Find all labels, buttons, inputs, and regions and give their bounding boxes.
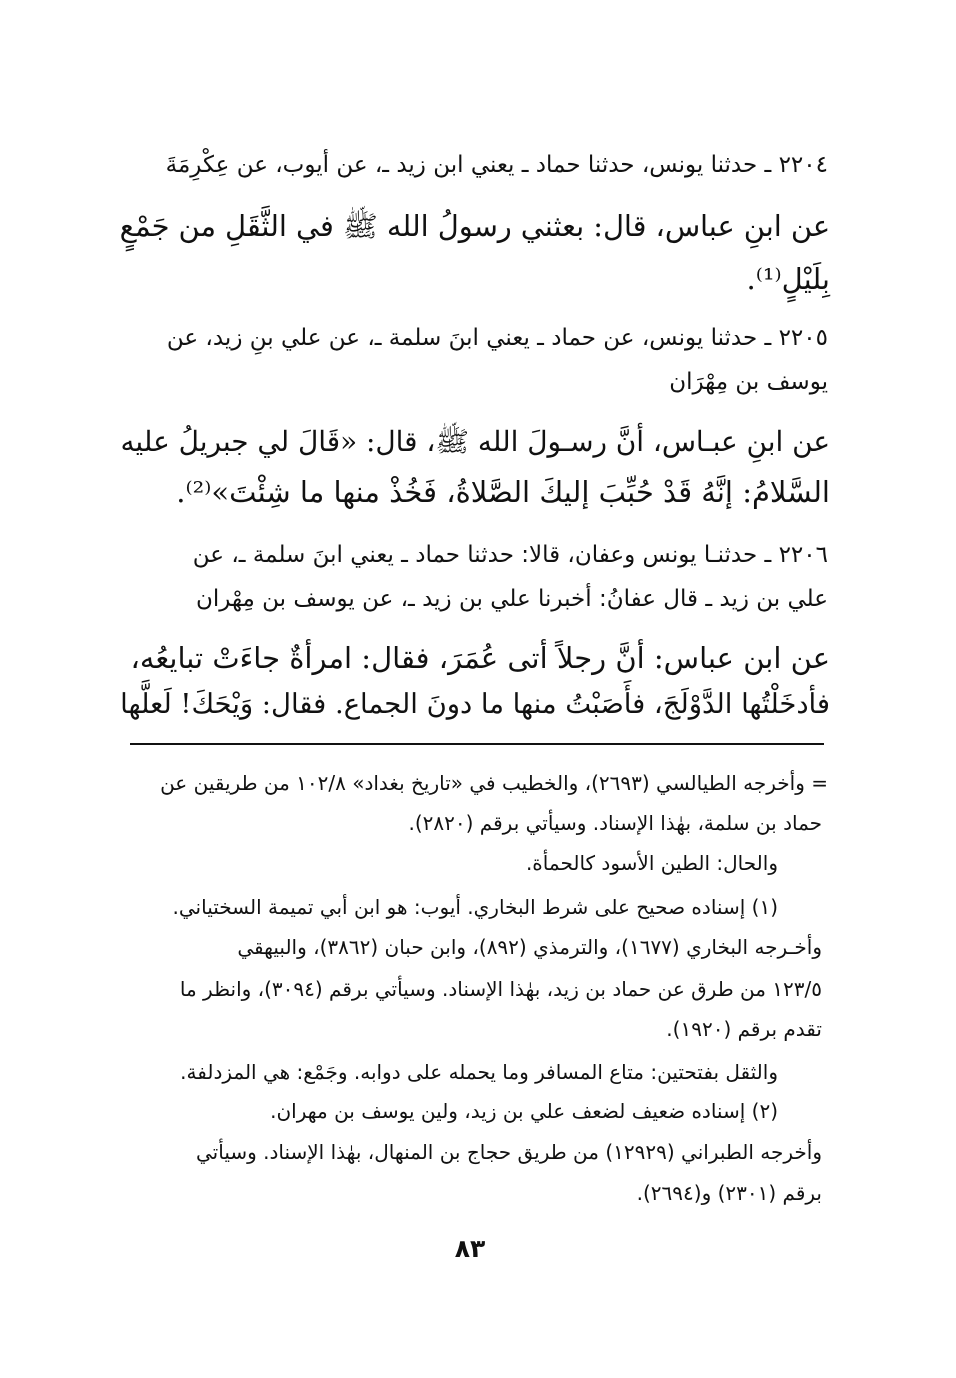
footnote-line: حماد بن سلمة، بهٰذا الإسناد. وسيأتي برقم (٢٨٢٠). [408,811,822,835]
footnote-line: وأخرجه الطبراني (١٢٩٢٩) من طريق حجاج بن المنهال، بهٰذا الإسناد. وسيأتي [195,1140,822,1164]
footnote-line: ١٢٣/٥ من طرق عن حماد بن زيد، بهٰذا الإسناد. وسيأتي برقم (٣٠٩٤)، وانظر ما [179,977,822,1001]
hadith-2206-matn-line1: عن ابن عباس: أنَّ رجلاً أتى عُمَرَ، فقال: امرأةٌ جاءَتْ تبايعُه، [130,641,830,675]
footnote-line: والثقل بفتحتين: متاع المسافر وما يحمله على دوابه. وجَمْع: هي المزدلفة. [180,1060,778,1084]
footnote-line: والحال: الطين الأسود كالحمأة. [525,851,778,875]
footnote-separator [130,743,824,745]
footnote-line: (٢) إسناده ضعيف لضعف علي بن زيد، ولين يوسف بن مهران. [270,1099,778,1123]
hadith-2206-isnad-line2: علي بن زيد ـ قال عفانُ: أخبرنا علي بن زيد ـ، عن يوسف بن مِهْران [195,586,828,612]
hadith-2205-matn-line2: السَّلامُ: إنَّهُ قَدْ حُبِّبَ إليكَ الصَّلاةُ، فَخُذْ منها ما شِئْتَ»⁽²⁾. [176,475,830,509]
footnote-line: تقدم برقم (١٩٢٠). [666,1017,822,1041]
hadith-2204-isnad: ٢٢٠٤ ـ حدثنا يونس، حدثنا حماد ـ يعني ابن زيد ـ، عن أيوب، عن عِكْرِمَةَ [165,152,828,178]
hadith-2206-isnad-line1: ٢٢٠٦ ـ حدثنـا يونس وعفان، قالا: حدثنا حماد ـ يعني ابنَ سلمة ـ، عن [192,542,828,568]
page-number: ٨٣ [454,1234,486,1263]
footnote-line: (١) إسناده صحيح على شرط البخاري. أيوب: هو ابن أبي تميمة السختياني. [172,895,778,919]
hadith-2206-matn-line2: فأدخَلْتُها الدَّوْلَجَ، فأَصَبْتُ منها ما دونَ الجماع. فقال: وَيْحَكَ! لَعلَّها [120,689,830,720]
hadith-2205-isnad-line2: يوسف بن مِهْرَان [669,369,828,395]
footnote-line: = وأخرجه الطيالسي (٢٦٩٣)، والخطيب في «تاريخ بغداد» ١٠٢/٨ من طريقين عن [160,771,828,795]
hadith-2204-matn-line2: بِلَيْلٍ⁽¹⁾. [746,262,830,296]
footnote-line: وأخـرجه البخاري (١٦٧٧)، والترمذي (٨٩٢)، وابن حبان (٣٨٦٢)، والبيهقي [237,935,822,959]
hadith-2205-matn-line1: عن ابنِ عبـاس، أنَّ رسـولَ الله ﷺ، قال: «قَالَ لي جبريلُ عليه [120,425,830,458]
hadith-2205-isnad-line1: ٢٢٠٥ ـ حدثنا يونس، عن حماد ـ يعني ابنَ سلمة ـ، عن علي بنِ زيد، عن [166,325,828,351]
footnote-line: برقم (٢٣٠١) و(٢٦٩٤). [636,1181,822,1205]
hadith-2204-matn-line1: عن ابنِ عباس، قال: بعثني رسولُ الله ﷺ في الثَّقَلِ من جَمْعٍ [119,209,830,243]
